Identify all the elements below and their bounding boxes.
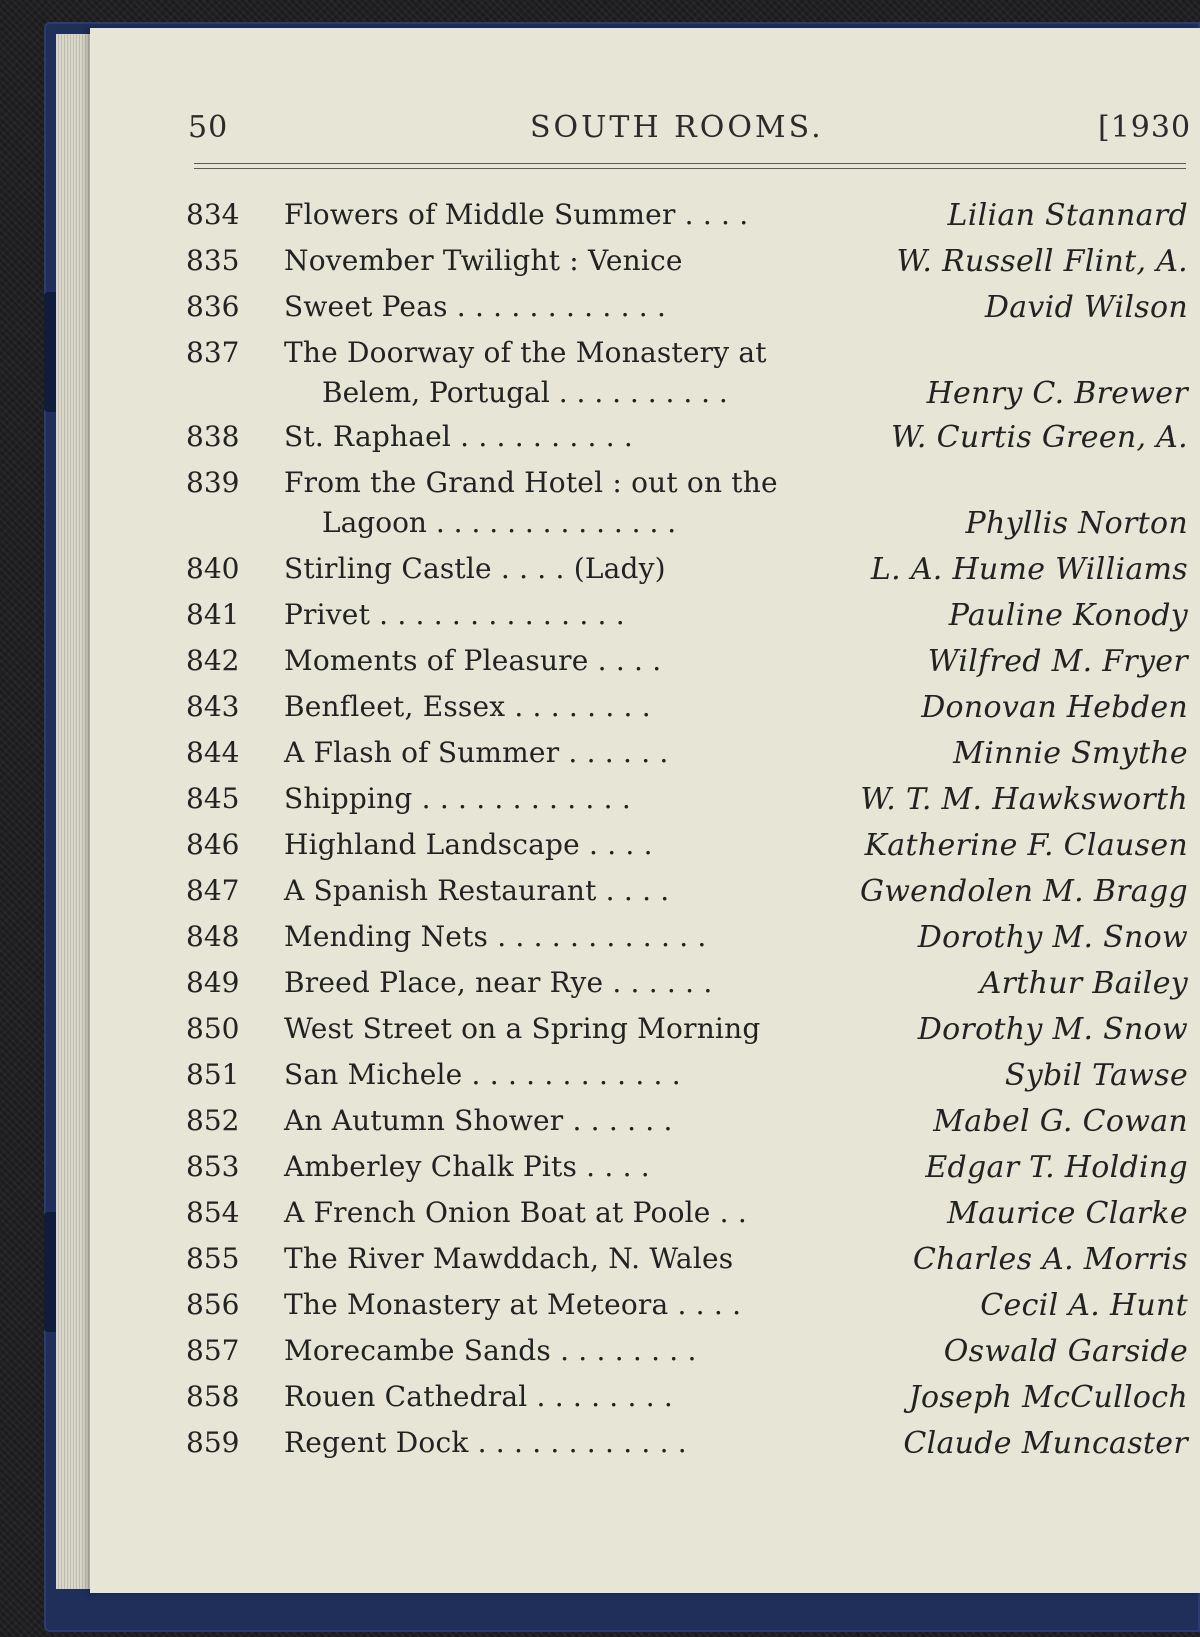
- catalogue-entry: [180, 1334, 1188, 1380]
- entry-artist: Charles A. Morris: [912, 1242, 1188, 1277]
- entry-artist: David Wilson: [984, 290, 1188, 325]
- year-label: [1930: [1098, 110, 1192, 145]
- catalogue-entry: [180, 874, 1188, 920]
- entry-number: 839: [186, 466, 240, 499]
- entry-artist: Claude Muncaster: [903, 1426, 1188, 1461]
- catalogue-entry: [180, 690, 1188, 736]
- entry-title: Mending Nets . . . . . . . . . . . .: [284, 920, 707, 953]
- entry-number: 835: [186, 244, 240, 277]
- entry-title: A Spanish Restaurant . . . .: [284, 874, 670, 907]
- entry-artist: Cecil A. Hunt: [980, 1288, 1188, 1323]
- entry-artist: Lilian Stannard: [947, 198, 1188, 233]
- catalogue-entry: [180, 1150, 1188, 1196]
- entry-artist: Henry C. Brewer: [926, 376, 1188, 411]
- entry-artist: Sybil Tawse: [1004, 1058, 1188, 1093]
- entry-title: San Michele . . . . . . . . . . . .: [284, 1058, 681, 1091]
- entry-number: 837: [186, 336, 240, 369]
- entry-title: Highland Landscape . . . .: [284, 828, 653, 861]
- entry-number: 852: [186, 1104, 240, 1137]
- entry-title: Privet . . . . . . . . . . . . . .: [284, 598, 625, 631]
- catalogue-entry: [180, 1380, 1188, 1426]
- entry-artist: Katherine F. Clausen: [864, 828, 1188, 863]
- entry-artist: L. A. Hume Williams: [870, 552, 1188, 587]
- entry-title: From the Grand Hotel : out on the: [284, 466, 778, 499]
- entry-artist: Gwendolen M. Bragg: [859, 874, 1188, 909]
- catalogue-entry: [180, 1242, 1188, 1288]
- catalogue-entry: [180, 420, 1188, 466]
- entry-number: 836: [186, 290, 240, 323]
- entry-title: Shipping . . . . . . . . . . . .: [284, 782, 631, 815]
- entry-number: 857: [186, 1334, 240, 1367]
- entry-artist: Phyllis Norton: [965, 506, 1188, 541]
- entry-title: West Street on a Spring Morning: [284, 1012, 761, 1045]
- catalogue-entry: [180, 244, 1188, 290]
- entry-number: 854: [186, 1196, 240, 1229]
- entry-number: 855: [186, 1242, 240, 1275]
- catalogue-entry: [180, 1058, 1188, 1104]
- entry-number: 849: [186, 966, 240, 999]
- catalogue-entry: [180, 736, 1188, 782]
- catalogue-entry: [180, 828, 1188, 874]
- catalogue-entry: [180, 336, 1188, 422]
- entry-artist: Dorothy M. Snow: [917, 920, 1188, 955]
- entry-title: St. Raphael . . . . . . . . . .: [284, 420, 634, 453]
- entry-number: 845: [186, 782, 240, 815]
- entry-title: Regent Dock . . . . . . . . . . . .: [284, 1426, 687, 1459]
- catalogue-entry: [180, 644, 1188, 690]
- entry-number: 858: [186, 1380, 240, 1413]
- entry-title: A French Onion Boat at Poole . .: [284, 1196, 747, 1229]
- entry-number: 843: [186, 690, 240, 723]
- entry-artist: Wilfred M. Fryer: [927, 644, 1188, 679]
- catalogue-entry: [180, 290, 1188, 336]
- entry-artist: Dorothy M. Snow: [917, 1012, 1188, 1047]
- entry-number: 842: [186, 644, 240, 677]
- entry-title: Stirling Castle . . . . (Lady): [284, 552, 666, 585]
- entry-number: 859: [186, 1426, 240, 1459]
- entry-title: The Monastery at Meteora . . . .: [284, 1288, 742, 1321]
- entry-artist: W. Curtis Green, A.: [891, 420, 1188, 455]
- catalogue-entry: [180, 1196, 1188, 1242]
- section-title: SOUTH ROOMS.: [530, 110, 824, 145]
- entry-number: 850: [186, 1012, 240, 1045]
- entry-title: The Doorway of the Monastery at: [284, 336, 767, 369]
- entry-artist: Edgar T. Holding: [925, 1150, 1188, 1185]
- catalogue-entry: [180, 1288, 1188, 1334]
- entry-number: 844: [186, 736, 240, 769]
- entry-artist: W. T. M. Hawksworth: [860, 782, 1188, 817]
- entry-title: Sweet Peas . . . . . . . . . . . .: [284, 290, 667, 323]
- entry-title: A Flash of Summer . . . . . .: [284, 736, 669, 769]
- entry-number: 840: [186, 552, 240, 585]
- entry-number: 848: [186, 920, 240, 953]
- header-rule: [194, 163, 1186, 164]
- entry-title: November Twilight : Venice: [284, 244, 683, 277]
- entry-artist: Oswald Garside: [943, 1334, 1188, 1369]
- catalogue-entry: [180, 782, 1188, 828]
- catalogue-entry: [180, 920, 1188, 966]
- entry-artist: Joseph McCulloch: [908, 1380, 1188, 1415]
- entry-title: Moments of Pleasure . . . .: [284, 644, 662, 677]
- entry-title: Amberley Chalk Pits . . . .: [284, 1150, 650, 1183]
- entry-artist: Arthur Bailey: [979, 966, 1188, 1001]
- page-number: 50: [188, 110, 229, 145]
- entry-number: 834: [186, 198, 240, 231]
- catalogue-entry: [180, 1426, 1188, 1472]
- entry-number: 851: [186, 1058, 240, 1091]
- entry-artist: Mabel G. Cowan: [933, 1104, 1188, 1139]
- entry-artist: W. Russell Flint, A.: [896, 244, 1188, 279]
- catalogue-entry: [180, 198, 1188, 244]
- entry-title: An Autumn Shower . . . . . .: [284, 1104, 673, 1137]
- entry-title: Flowers of Middle Summer . . . .: [284, 198, 749, 231]
- catalogue-entry: [180, 1012, 1188, 1058]
- entry-number: 847: [186, 874, 240, 907]
- entry-title-continued: Belem, Portugal . . . . . . . . . .: [322, 376, 728, 409]
- entry-title: Benfleet, Essex . . . . . . . .: [284, 690, 651, 723]
- entry-artist: Donovan Hebden: [921, 690, 1188, 725]
- catalogue-entry: [180, 598, 1188, 644]
- catalogue-entry: [180, 552, 1188, 598]
- entry-number: 838: [186, 420, 240, 453]
- entry-number: 846: [186, 828, 240, 861]
- entry-title: Morecambe Sands . . . . . . . .: [284, 1334, 697, 1367]
- entry-number: 841: [186, 598, 240, 631]
- catalogue-entry: [180, 1104, 1188, 1150]
- entry-number: 856: [186, 1288, 240, 1321]
- entry-number: 853: [186, 1150, 240, 1183]
- entry-title-continued: Lagoon . . . . . . . . . . . . . .: [322, 506, 677, 539]
- catalogue-entry: [180, 466, 1188, 552]
- catalogue-entry: [180, 966, 1188, 1012]
- entry-artist: Maurice Clarke: [947, 1196, 1188, 1231]
- entry-title: Breed Place, near Rye . . . . . .: [284, 966, 713, 999]
- entry-artist: Minnie Smythe: [953, 736, 1188, 771]
- entry-artist: Pauline Konody: [948, 598, 1188, 633]
- header-rule: [194, 168, 1186, 169]
- entry-title: Rouen Cathedral . . . . . . . .: [284, 1380, 674, 1413]
- entry-title: The River Mawddach, N. Wales: [284, 1242, 734, 1275]
